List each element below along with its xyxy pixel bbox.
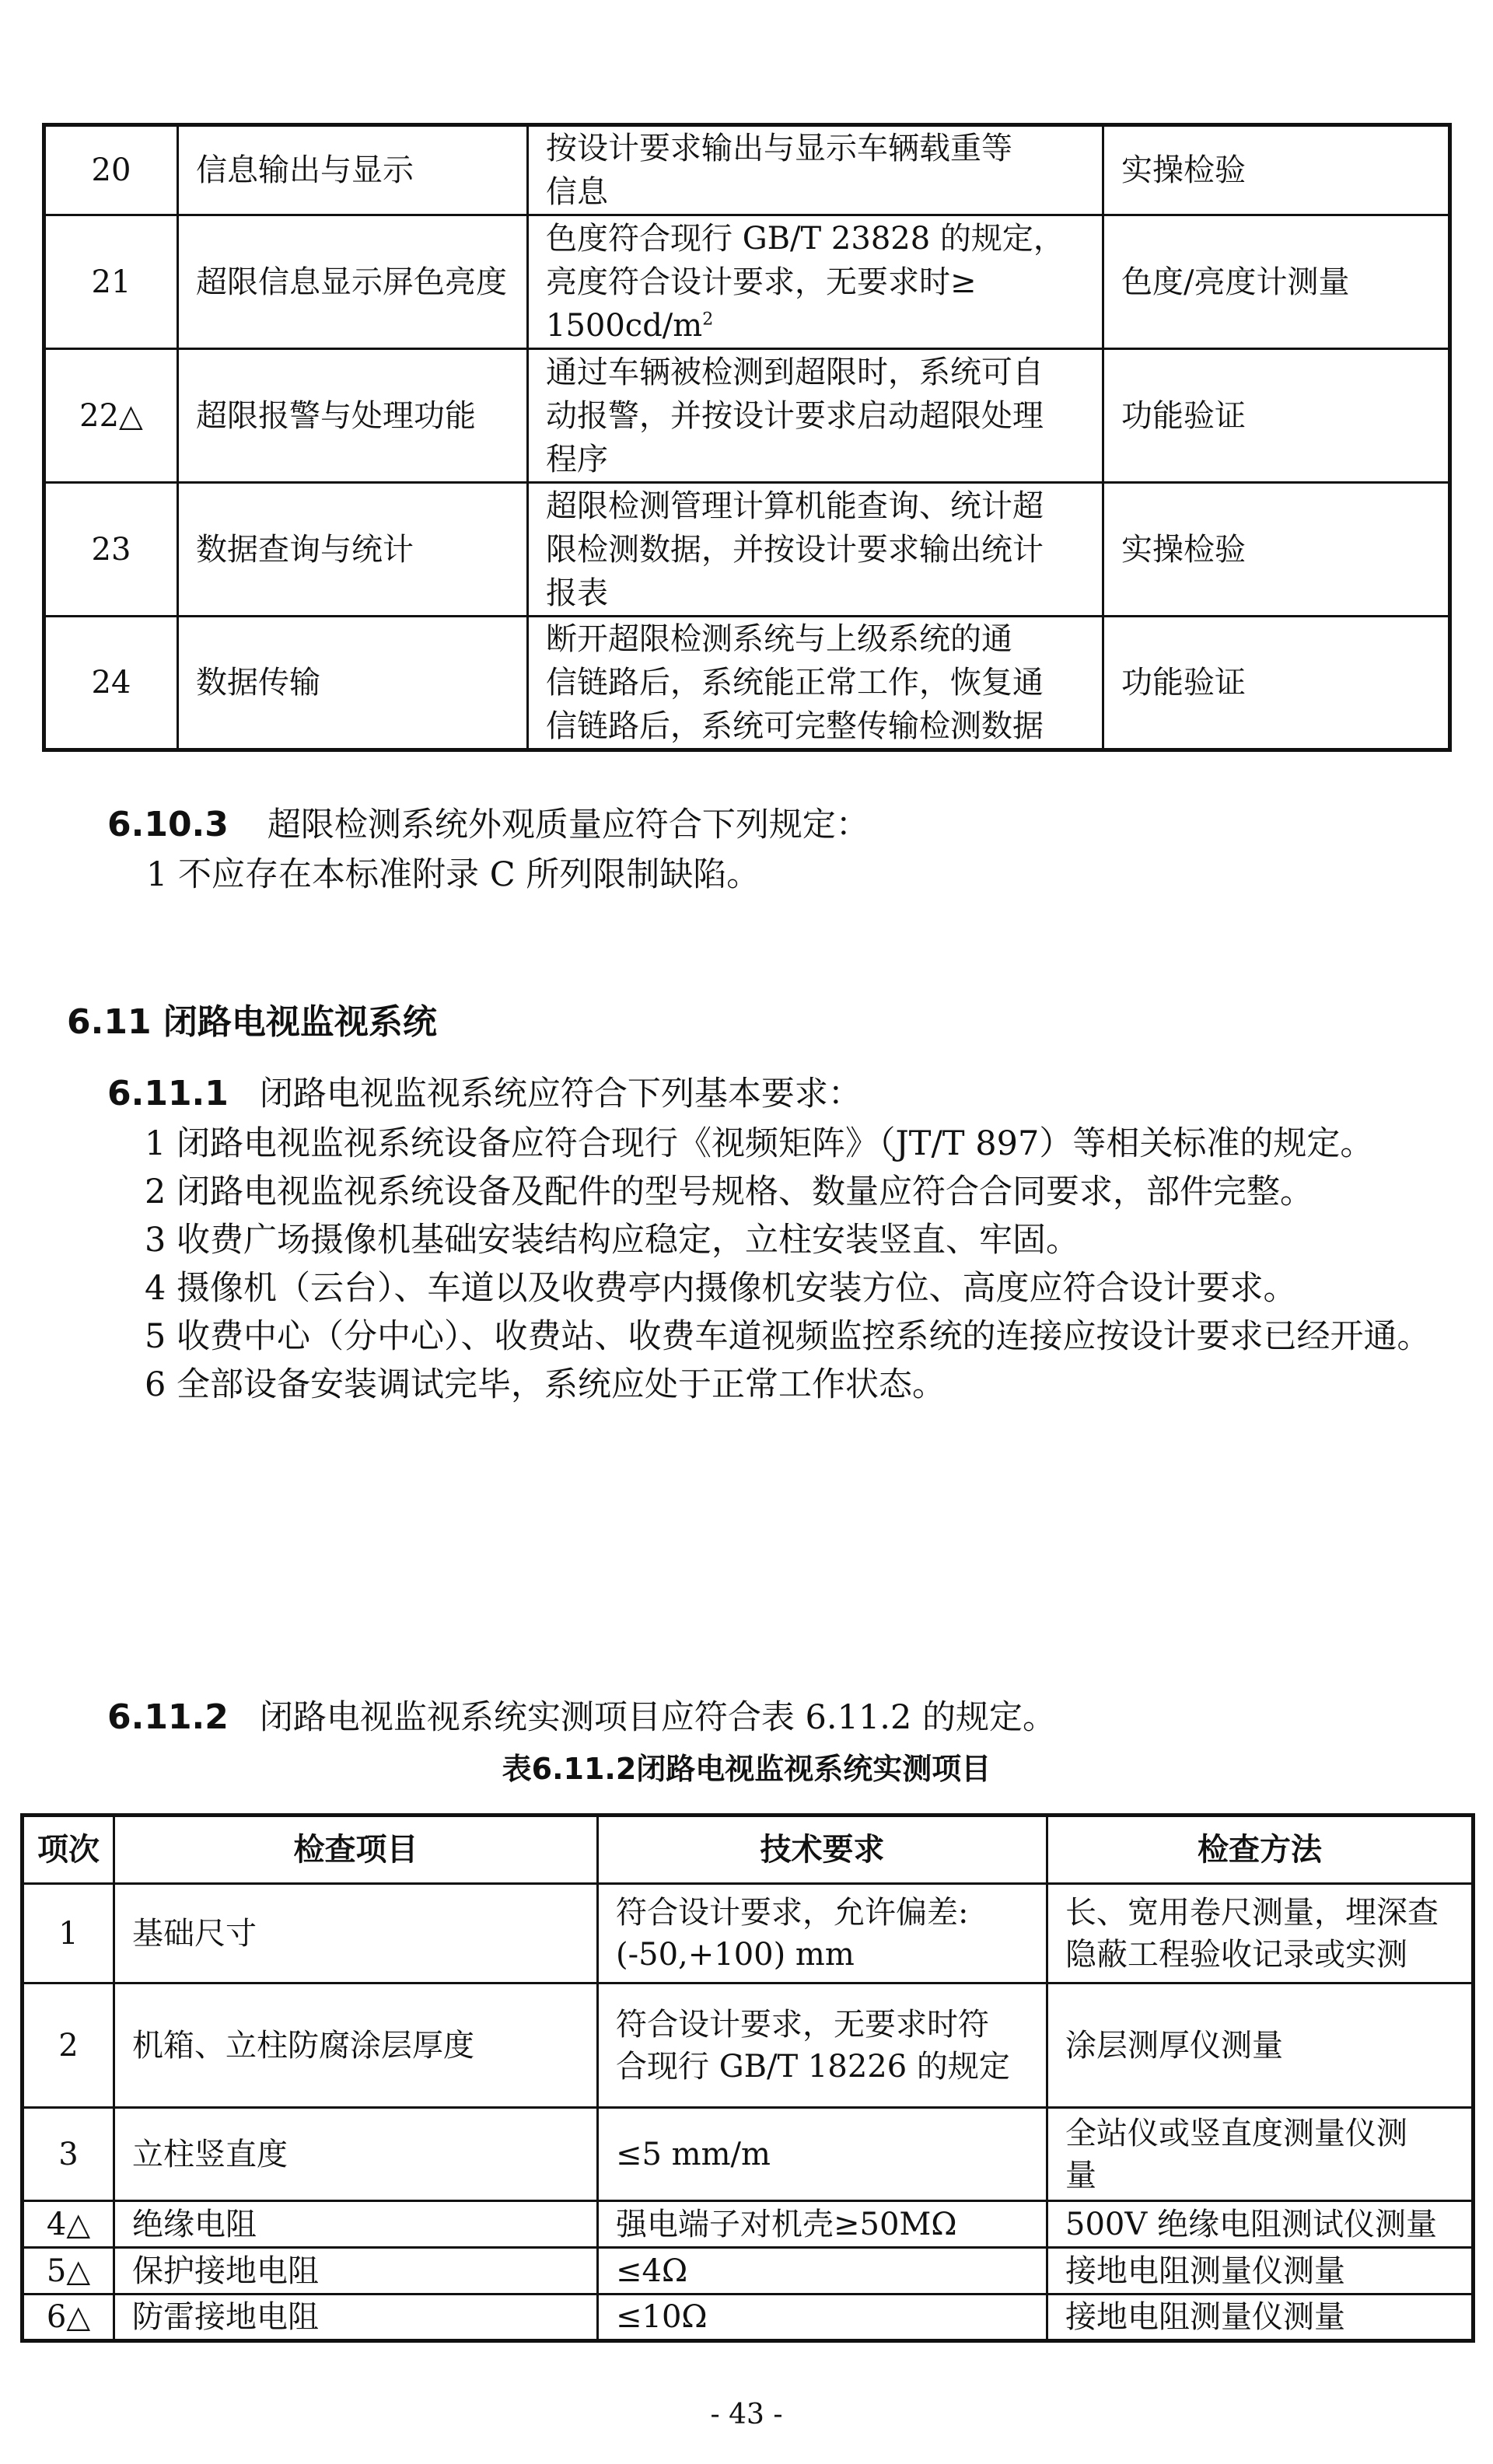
requirement: 断开超限检测系统与上级系统的通 信链路后，系统能正常工作，恢复通 信链路后，系统可完整传输检测数据 (528, 617, 1103, 750)
clause-6-11-2 (107, 1693, 1429, 1742)
row-number: 6△ (23, 2294, 114, 2341)
requirement: 色度符合现行 GB/T 23828 的规定， 亮度符合设计要求，无要求时≥ $1500cd/m^2$ (528, 215, 1103, 349)
clause-text: 超限检测系统外观质量应符合下列规定： (267, 806, 869, 844)
table-row (23, 2294, 1474, 2341)
requirement: 按设计要求输出与显示车辆载重等 信息 (528, 125, 1103, 215)
overload-detection-table (42, 123, 1452, 752)
check-method: 涂层测厚仪测量 (1047, 1983, 1474, 2108)
requirement: 超限检测管理计算机能查询、统计超 限检测数据，并按设计要求输出统计 报表 (528, 483, 1103, 617)
row-number: 24 (44, 617, 178, 750)
requirement: ≤5 mm/m (598, 2108, 1047, 2201)
check-item: 数据传输 (178, 617, 528, 750)
list-item: 5 收费中心（分中心）、收费站、收费车道视频监控系统的连接应按设计要求已经开通。 (145, 1317, 1431, 1356)
requirement: 强电端子对机壳≥50MΩ (598, 2201, 1047, 2248)
check-method: 实操检验 (1103, 125, 1450, 215)
section-heading (67, 994, 437, 1043)
check-item: 数据查询与统计 (178, 483, 528, 617)
check-method: 全站仪或竖直度测量仪测 量 (1047, 2108, 1474, 2201)
table-row (44, 483, 1450, 617)
table-row (44, 215, 1450, 349)
table-caption: 表6.11.2闭路电视监视系统实测项目 (502, 1752, 991, 1786)
list-item: 3 收费广场摄像机基础安装结构应稳定，立柱安装竖直、牢固。 (145, 1221, 1080, 1260)
check-method: 接地电阻测量仪测量 (1047, 2248, 1474, 2294)
check-item: 绝缘电阻 (114, 2201, 598, 2248)
requirement: ≤4Ω (598, 2248, 1047, 2294)
row-number: 20 (44, 125, 178, 215)
row-number: 5△ (23, 2248, 114, 2294)
check-method: 实操检验 (1103, 483, 1450, 617)
row-number: 22△ (44, 349, 178, 483)
list-item: 1 闭路电视监视系统设备应符合现行《视频矩阵》（JT/T 897）等相关标准的规定。 (145, 1124, 1374, 1163)
requirement: 符合设计要求，允许偏差: (-50,+100) mm (598, 1884, 1047, 1983)
check-item: 超限信息显示屏色亮度 (178, 215, 528, 349)
column-header: 技术要求 (598, 1816, 1047, 1884)
list-item: 6 全部设备安装调试完毕，系统应处于正常工作状态。 (145, 1365, 946, 1404)
table-row (23, 2108, 1474, 2201)
table-row (44, 349, 1450, 483)
requirement: ≤10Ω (598, 2294, 1047, 2341)
table-row (23, 1983, 1474, 2108)
check-item: 超限报警与处理功能 (178, 349, 528, 483)
check-item: 信息输出与显示 (178, 125, 528, 215)
clause-item: 1 不应存在本标准附录 C 所列限制缺陷。 (146, 855, 760, 894)
list-item: 2 闭路电视监视系统设备及配件的型号规格、数量应符合合同要求，部件完整。 (145, 1173, 1314, 1211)
table-row (23, 2201, 1474, 2248)
check-method: 功能验证 (1103, 617, 1450, 750)
row-number: 23 (44, 483, 178, 617)
page-number: - 43 - (710, 2399, 783, 2431)
clause-items (67, 1120, 1435, 1409)
row-number: 21 (44, 215, 178, 349)
check-method: 接地电阻测量仪测量 (1047, 2294, 1474, 2341)
check-item: 基础尺寸 (114, 1884, 598, 1983)
check-method: 色度/亮度计测量 (1103, 215, 1450, 349)
clause-6-10-3 (107, 801, 1429, 849)
check-method: 功能验证 (1103, 349, 1450, 483)
clause-text: 闭路电视监视系统实测项目应符合表 6.11.2 的规定。 (259, 1698, 1056, 1737)
clause-6-11-1 (107, 1070, 1429, 1118)
clause-text: 闭路电视监视系统应符合下列基本要求： (259, 1075, 862, 1113)
check-item: 机箱、立柱防腐涂层厚度 (114, 1983, 598, 2108)
check-item: 保护接地电阻 (114, 2248, 598, 2294)
check-method: 长、宽用卷尺测量，埋深查 隐蔽工程验收记录或实测 (1047, 1884, 1474, 1983)
clause-number: 6.10.3 (107, 805, 229, 844)
requirement: 符合设计要求，无要求时符 合现行 GB/T 18226 的规定 (598, 1983, 1047, 2108)
row-number: 1 (23, 1884, 114, 1983)
table-row (23, 1884, 1474, 1983)
check-method: 500V 绝缘电阻测试仪测量 (1047, 2201, 1474, 2248)
cctv-measurement-table (20, 1813, 1475, 2343)
list-item: 4 摄像机（云台）、车道以及收费亭内摄像机安装方位、高度应符合设计要求。 (145, 1269, 1297, 1308)
table-row (44, 617, 1450, 750)
clause-number: 6.11.1 (107, 1074, 229, 1113)
section-number: 6.11 (67, 1002, 152, 1042)
table-header-row (23, 1816, 1474, 1884)
section-title: 闭路电视监视系统 (163, 1002, 437, 1042)
column-header: 项次 (23, 1816, 114, 1884)
column-header: 检查项目 (114, 1816, 598, 1884)
clause-number: 6.11.2 (107, 1697, 229, 1737)
table-row (23, 2248, 1474, 2294)
check-item: 防雷接地电阻 (114, 2294, 598, 2341)
row-number: 2 (23, 1983, 114, 2108)
check-item: 立柱竖直度 (114, 2108, 598, 2201)
requirement: 通过车辆被检测到超限时，系统可自 动报警，并按设计要求启动超限处理 程序 (528, 349, 1103, 483)
table-row (44, 125, 1450, 215)
row-number: 3 (23, 2108, 114, 2201)
column-header: 检查方法 (1047, 1816, 1474, 1884)
row-number: 4△ (23, 2201, 114, 2248)
